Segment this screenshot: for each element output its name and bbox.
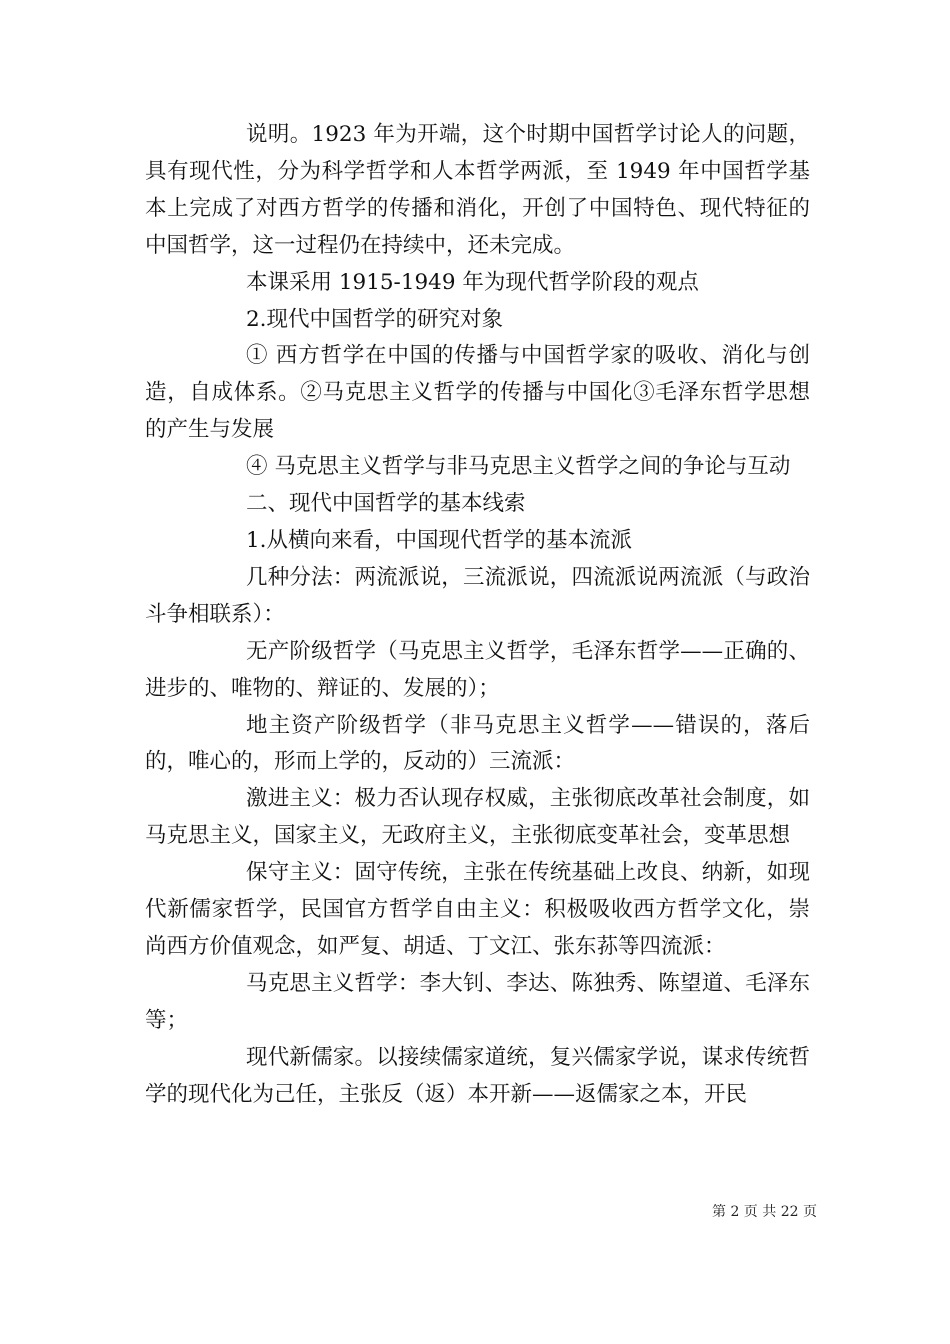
paragraph-conservatism: 保守主义：固守传统，主张在传统基础上改良、纳新，如现代新儒家哲学，民国官方哲学自由主义：积极吸收西方哲学文化，崇尚西方价值观念，如严复、胡适、丁文江、张东荪等四流派： (145, 860, 810, 959)
paragraph-research-items: ① 西方哲学在中国的传播与中国哲学家的吸收、消化与创造，自成体系。②马克思主义哲学的传播与中国化③毛泽东哲学思想的产生与发展 (145, 343, 810, 443)
paragraph-course-view: 本课采用 1915-1949 年为现代哲学阶段的观点 (246, 269, 699, 295)
paragraph-proletarian-philosophy: 无产阶级哲学（马克思主义哲学，毛泽东哲学——正确的、进步的、唯物的、辩证的、发展的）； (145, 638, 810, 701)
section-heading-horizontal-schools: 1.从横向来看，中国现代哲学的基本流派 (246, 527, 633, 553)
section-heading-research-object: 2.现代中国哲学的研究对象 (246, 306, 504, 332)
paragraph-bourgeois-philosophy: 地主资产阶级哲学（非马克思主义哲学——错误的，落后的，唯心的，形而上学的，反动的）三流派： (145, 712, 810, 775)
paragraph-classification-methods: 几种分法：两流派说，三流派说，四流派说两流派（与政治斗争相联系）： (145, 564, 810, 627)
section-heading-basic-clues: 二、现代中国哲学的基本线索 (246, 491, 526, 517)
paragraph-new-confucianism: 现代新儒家。以接续儒家道统，复兴儒家学说，谋求传统哲学的现代化为己任，主张反（返）本开新——返儒家之本，开民 (145, 1044, 810, 1107)
paragraph-intro-explanation: 说明。1923 年为开端，这个时期中国哲学讨论人的问题，具有现代性，分为科学哲学和人本哲学两派，至 1949 年中国哲学基本上完成了对西方哲学的传播和消化，开创了中国特色、现代特征的中国哲学，这一过程仍在持续中，还未完成。 (145, 122, 810, 258)
paragraph-research-item-4: ④ 马克思主义哲学与非马克思主义哲学之间的争论与互动 (246, 454, 791, 480)
paragraph-radicalism: 激进主义：极力否认现存权威，主张彻底改革社会制度，如马克思主义，国家主义，无政府主义，主张彻底变革社会，变革思想 (145, 786, 810, 849)
page-number: 第 2 页 共 22 页 (712, 1204, 817, 1220)
paragraph-marxist-philosophers: 马克思主义哲学：李大钊、李达、陈独秀、陈望道、毛泽东等； (145, 970, 810, 1033)
document-body (145, 117, 810, 1113)
